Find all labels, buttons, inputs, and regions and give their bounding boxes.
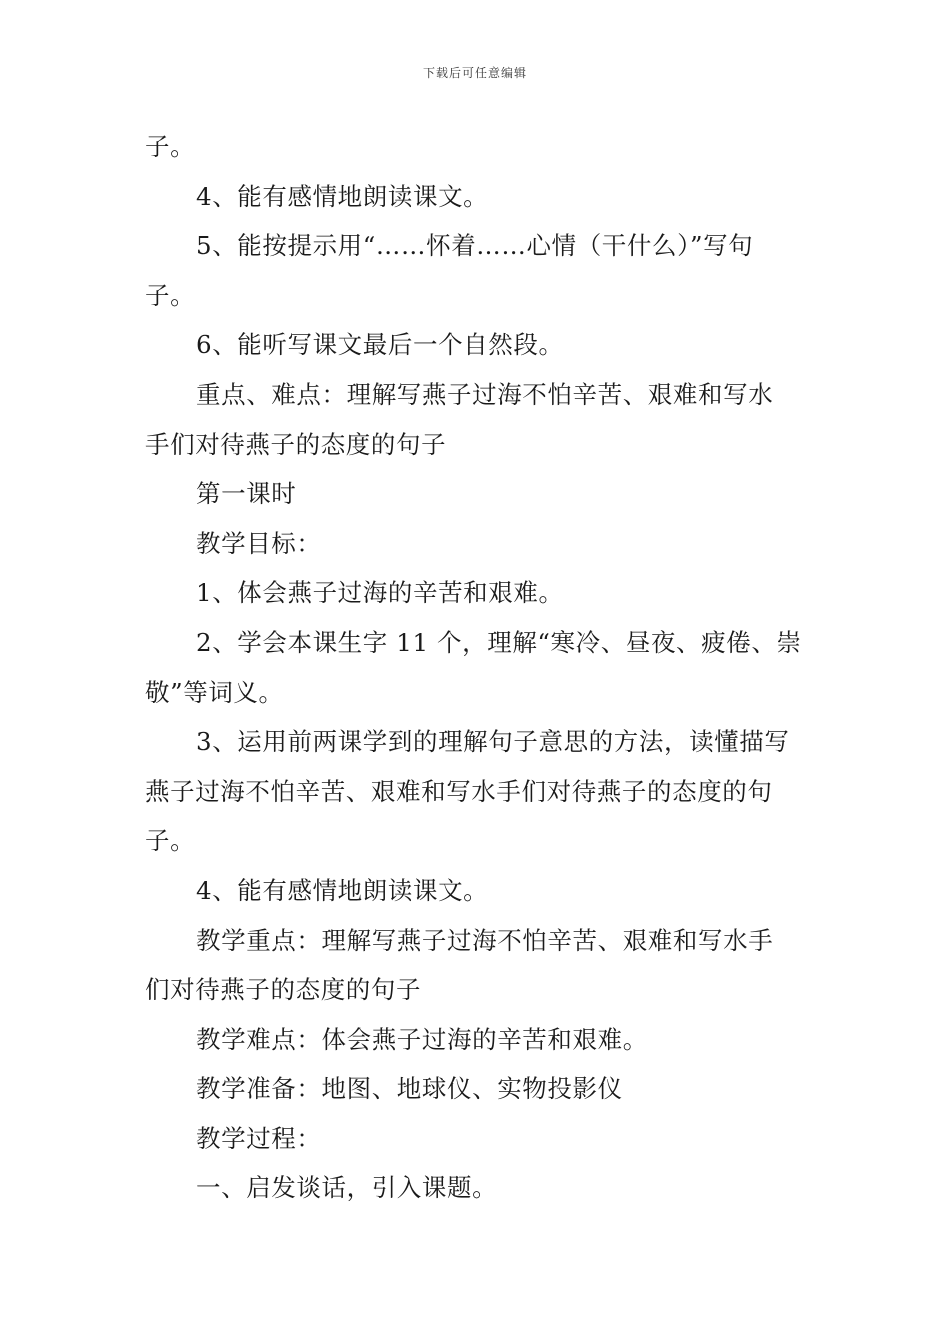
text-line: 子。	[145, 826, 196, 856]
text-line: 子。	[145, 132, 196, 161]
text-line: 5、能按提示用“……怀着……心情（干什么）”写句	[196, 231, 754, 261]
text-line: 1、体会燕子过海的辛苦和艰难。	[196, 578, 564, 608]
text-line: 重点、难点：理解写燕子过海不怕辛苦、艰难和写水	[196, 379, 774, 409]
text-line: 3、运用前两课学到的理解句子意思的方法，读懂描写	[196, 727, 790, 757]
text-line: 教学准备：地图、地球仪、实物投影仪	[196, 1074, 623, 1104]
text-line: 子。	[145, 280, 196, 310]
text-line: 4、能有感情地朗读课文。	[196, 875, 489, 905]
text-line: 4、能有感情地朗读课文。	[196, 181, 489, 211]
text-line: 6、能听写课文最后一个自然段。	[196, 330, 564, 360]
section-heading: 第一课时	[196, 479, 297, 509]
page-header: 下载后可任意编辑	[422, 66, 527, 80]
text-line: 一、启发谈话，引入课题。	[196, 1173, 498, 1203]
text-line: 教学过程：	[196, 1123, 322, 1153]
text-line: 教学难点：体会燕子过海的辛苦和艰难。	[196, 1024, 648, 1054]
text-line: 敬”等词义。	[145, 677, 284, 707]
text-line: 燕子过海不怕辛苦、艰难和写水手们对待燕子的态度的句	[145, 776, 773, 806]
text-line: 2、学会本课生字 11 个，理解“寒冷、昼夜、疲倦、崇	[196, 627, 802, 657]
text-line: 手们对待燕子的态度的句子	[145, 429, 447, 459]
text-line: 教学目标：	[196, 528, 322, 558]
document-body	[145, 122, 810, 1213]
text-line: 教学重点：理解写燕子过海不怕辛苦、艰难和写水手	[196, 925, 774, 955]
text-line: 们对待燕子的态度的句子	[145, 975, 422, 1005]
